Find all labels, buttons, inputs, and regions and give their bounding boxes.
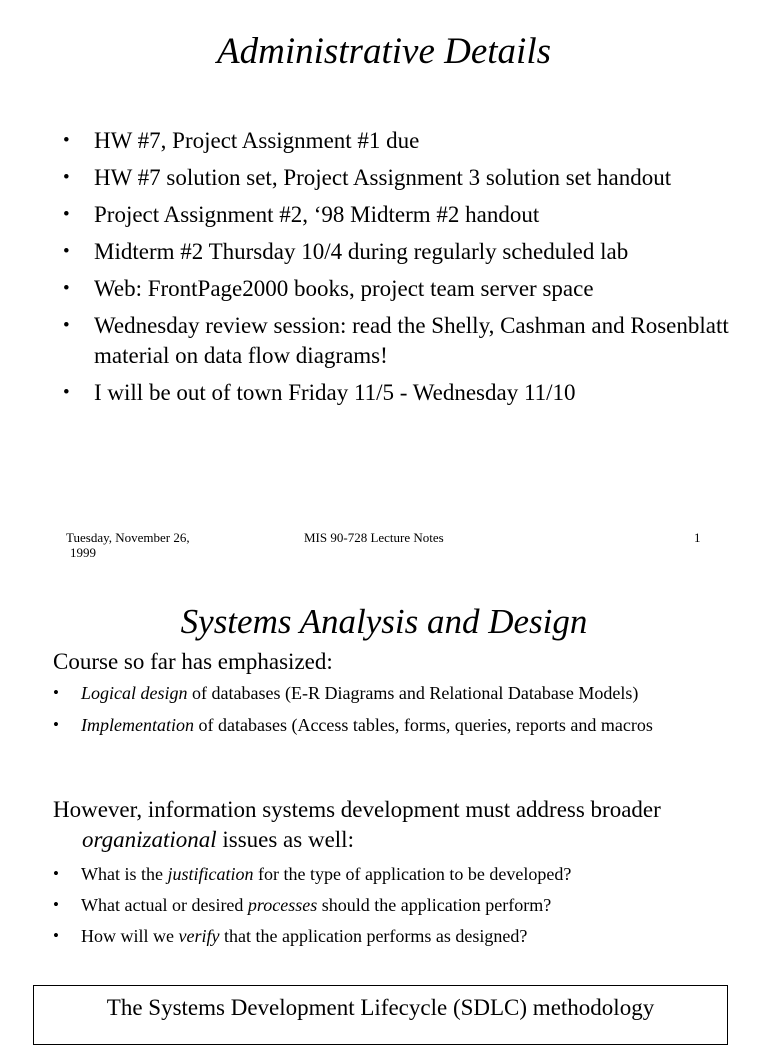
lead-text: However, information systems development must address broader organizational issues as well:	[53, 797, 661, 852]
list-item: • Implementation of databases (Access tables, forms, queries, reports and macros	[53, 713, 713, 738]
bullet-icon: •	[63, 241, 70, 262]
bullet-icon: •	[53, 895, 59, 914]
bullet-list	[63, 126, 753, 415]
bullet-icon: •	[63, 278, 70, 299]
bullet-icon: •	[63, 382, 70, 403]
footer-date: Tuesday, November 26, 1999	[66, 530, 190, 560]
bullet-icon: •	[63, 130, 70, 151]
bullet-list	[53, 681, 713, 745]
list-item: • Wednesday review session: read the Shelly, Cashman and Rosenblatt material on data flow diagrams!	[63, 313, 729, 368]
list-item: • Logical design of databases (E-R Diagrams and Relational Database Models)	[53, 681, 713, 706]
list-item: • Web: FrontPage2000 books, project team server space	[63, 274, 753, 304]
bullet-list	[53, 862, 713, 955]
list-item: • What is the justification for the type of application to be developed?	[53, 862, 713, 887]
bullet-icon: •	[63, 204, 70, 225]
slide-title: Administrative Details	[217, 31, 551, 72]
bullet-icon: •	[53, 926, 59, 945]
list-item: • HW #7 solution set, Project Assignment 3 solution set handout	[63, 163, 753, 193]
sdlc-callout-box: The Systems Development Lifecycle (SDLC) methodology	[33, 985, 728, 1045]
list-item: • How will we verify that the application performs as designed?	[53, 924, 713, 949]
bullet-icon: •	[53, 715, 59, 734]
list-item: • Midterm #2 Thursday 10/4 during regularly scheduled lab	[63, 237, 753, 267]
list-item: • HW #7, Project Assignment #1 due	[63, 126, 753, 156]
bullet-icon: •	[63, 315, 70, 336]
list-item: • I will be out of town Friday 11/5 - Wednesday 11/10	[63, 378, 753, 408]
slide-title: Systems Analysis and Design	[180, 602, 588, 641]
footer-page-number: 1	[694, 530, 701, 545]
slide-systems-analysis	[0, 580, 768, 1024]
bullet-icon: •	[63, 167, 70, 188]
bullet-icon: •	[53, 864, 59, 883]
lead-text: Course so far has emphasized:	[53, 649, 333, 674]
list-item: • What actual or desired processes should the application perform?	[53, 893, 713, 918]
list-item: • Project Assignment #2, ‘98 Midterm #2 handout	[63, 200, 753, 230]
bullet-icon: •	[53, 683, 59, 702]
footer-course: MIS 90-728 Lecture Notes	[304, 530, 444, 545]
